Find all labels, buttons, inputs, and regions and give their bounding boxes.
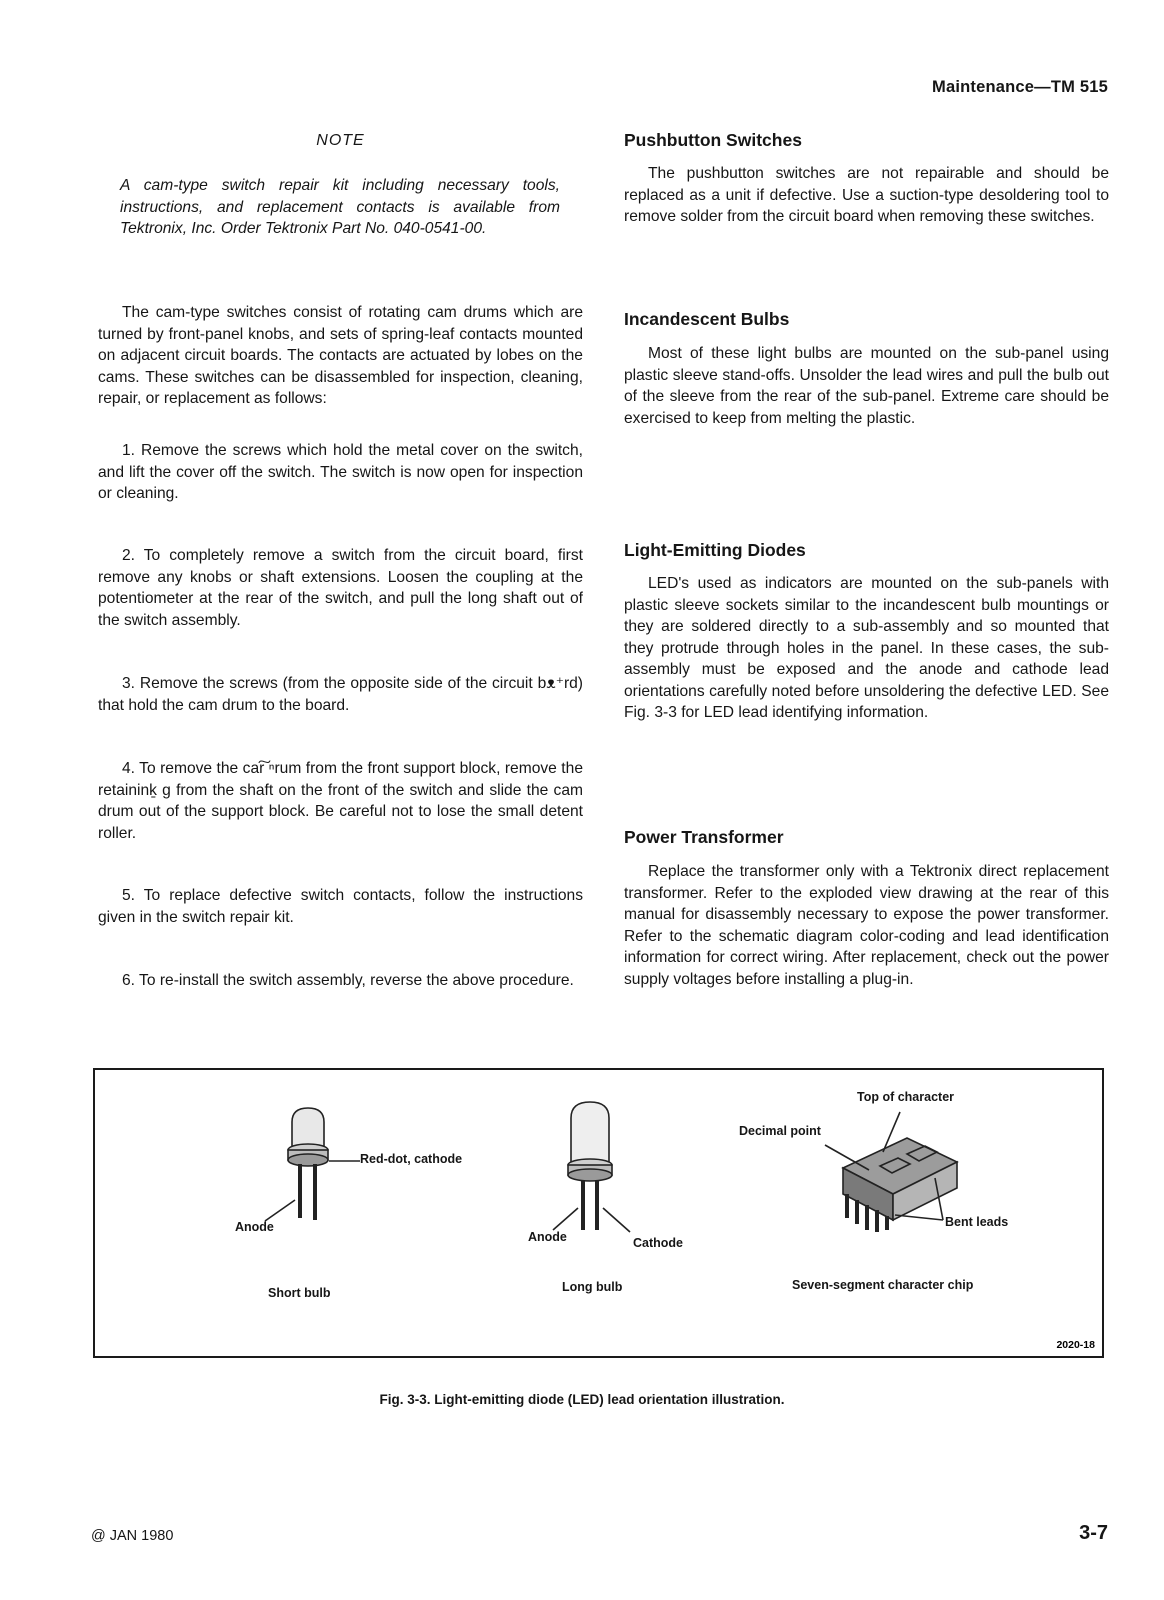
seven-segment-chip-label: Seven-segment character chip — [792, 1278, 974, 1292]
bent-leads-label: Bent leads — [945, 1215, 1009, 1229]
running-header: Maintenance—TM 515 — [932, 78, 1108, 96]
cathode-label: Cathode — [633, 1236, 683, 1250]
top-of-character-label: Top of character — [857, 1090, 955, 1104]
power-heading: Power Transformer — [624, 827, 784, 847]
power-text: Replace the transformer only with a Tektronix direct replacement transformer. Refer to the exploded view drawing at the rear of this manual for disassembly necessary to expose the power transformer. Refer to the schematic diagram color-coding and lead identification information for correct wiring. After replacement, check out the power supply voltages before installing a plug-in. — [624, 863, 1109, 988]
step-3: 3. Remove the screws (from the opposite side of the circuit bᴥ⁺rd) that hold the cam drum to the board. — [98, 675, 583, 714]
note-body: A cam-type switch repair kit including necessary tools, instructions, and replacement contacts is available from Tektronix, Inc. Order Tektronix Part No. 040-0541-00. — [120, 177, 560, 237]
long-bulb-drawing — [553, 1102, 630, 1232]
step-1: 1. Remove the screws which hold the metal cover on the switch, and lift the cover off the switch. The switch is now open for inspection or cleaning. — [98, 442, 583, 502]
note-title: NOTE — [316, 132, 365, 149]
page-number: 3-7 — [1079, 1522, 1108, 1544]
decimal-point-label: Decimal point — [739, 1124, 821, 1138]
seven-segment-chip-drawing — [825, 1112, 957, 1232]
pushbutton-heading: Pushbutton Switches — [624, 130, 802, 150]
anode-label-short: Anode — [235, 1220, 274, 1234]
short-bulb-drawing — [265, 1108, 360, 1221]
step-4: 4. To remove the car͠ ⁿrum from the front support block, remove the retaininḵ ɡ from the shaft on the front of the switch and slide the cam drum out of the support block. Be careful not to lose the small detent roller. — [98, 760, 583, 842]
cam-switch-intro: The cam-type switches consist of rotating cam drums which are turned by front-panel knobs, and sets of spring-leaf contacts mounted on adjacent circuit boards. The contacts are actuated by lobes on the cams. These switches can be disassembled for inspection, cleaning, repair, or replacement as follows: — [98, 304, 583, 407]
led-figure — [93, 1068, 1104, 1358]
footer-date: @ JAN 1980 — [91, 1528, 174, 1544]
step-6: 6. To re-install the switch assembly, reverse the above procedure. — [122, 972, 574, 989]
step-2: 2. To completely remove a switch from the circuit board, first remove any knobs or shaft extensions. Loosen the coupling at the potentiometer at the rear of the switch, and pull the long shaft out of the switch assembly. — [98, 547, 583, 629]
led-heading: Light-Emitting Diodes — [624, 540, 806, 560]
bulbs-heading: Incandescent Bulbs — [624, 309, 790, 329]
pushbutton-text: The pushbutton switches are not repairable and should be replaced as a unit if defective. Use a suction-type desoldering tool to remove solder from the circuit board when removing these switches. — [624, 165, 1109, 225]
short-bulb-label: Short bulb — [268, 1286, 331, 1300]
anode-label-long: Anode — [528, 1230, 567, 1244]
figure-number: 2020-18 — [1056, 1339, 1095, 1351]
red-dot-cathode-label: Red-dot, cathode — [360, 1152, 463, 1166]
figure-caption: Fig. 3-3. Light-emitting diode (LED) lead orientation illustration. — [379, 1392, 785, 1407]
long-bulb-label: Long bulb — [562, 1280, 623, 1294]
bulbs-text: Most of these light bulbs are mounted on the sub-panel using plastic sleeve stand-offs. Unsolder the lead wires and pull the bulb out of the sleeve from the rear of the sub-panel. Extreme care should be exercised to keep from melting the plastic. — [624, 345, 1109, 427]
step-5: 5. To replace defective switch contacts, follow the instructions given in the switch repair kit. — [98, 887, 583, 926]
led-text: LED's used as indicators are mounted on the sub-panels with plastic sleeve sockets similar to the incandescent bulb mountings or they are soldered directly to a sub-assembly and so mounted that they protrude through holes in the panel. In these cases, the sub-assembly must be exposed and the anode and cathode lead orientations carefully noted before unsoldering the defective LED. See Fig. 3-3 for LED lead identifying information. — [624, 575, 1109, 721]
